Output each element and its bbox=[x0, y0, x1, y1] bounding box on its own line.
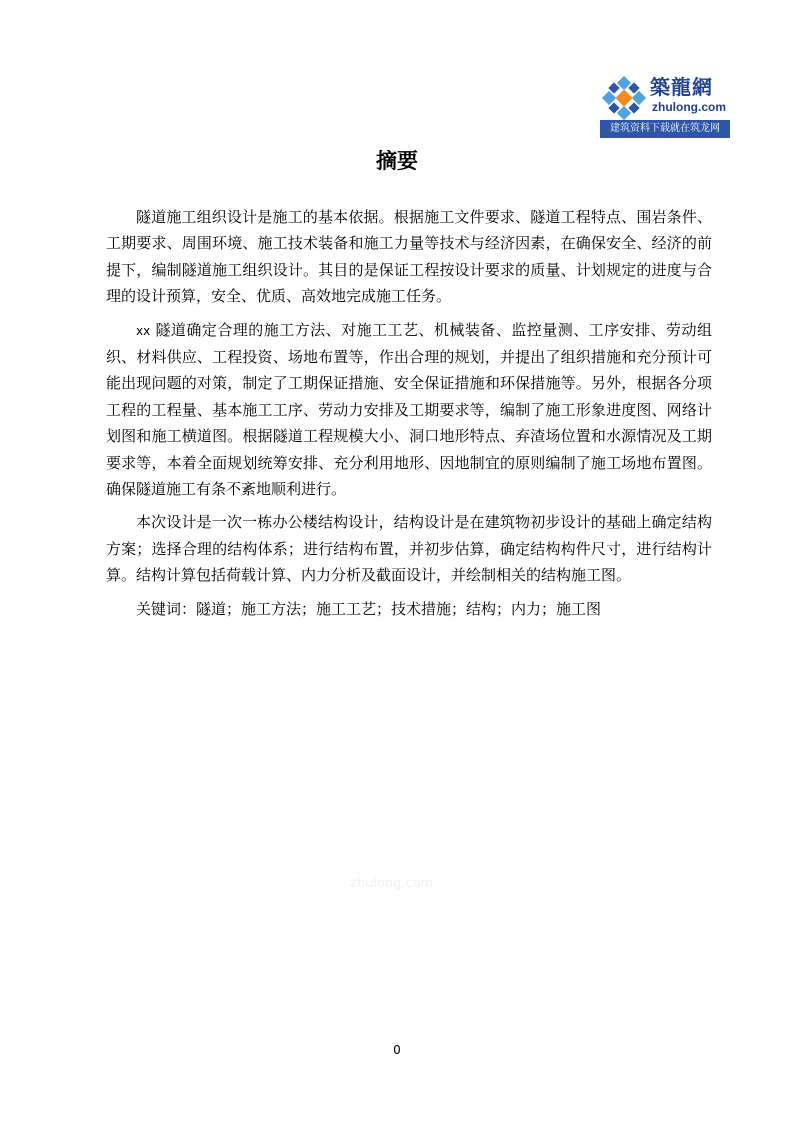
watermark: zhulong.com bbox=[350, 876, 434, 891]
zhulong-snowflake-icon bbox=[600, 74, 648, 122]
abstract-paragraph-2-text: 隧道确定合理的施工方法、对施工工艺、机械装备、监控量测、工序安排、劳动组织、材料供应、工程投资、场地布置等，作出合理的规划，并提出了组织措施和充分预计可能出现问题的对策，制定了工期保证措施、安全保证措施和环保措施等。另外，根据各分项工程的工程量、基本施工工序、劳动力安排及工期要求等，编制了施工形象进度图、网络计划图和施工横道图。根据隧道工程规模大小、洞口地形特点、弃渣场位置和水源情况及工期要求等，本着全面规划统筹安排、充分利用地形、因地制宜的原则编制了施工场地布置图。确保隧道施工有条不紊地顺利进行。 bbox=[106, 320, 712, 499]
logo-site: zhulong.com bbox=[652, 100, 726, 114]
logo-name-cn: 築龍網 bbox=[650, 75, 713, 99]
page-number: 0 bbox=[393, 1043, 401, 1057]
page-title: 摘要 bbox=[376, 149, 418, 173]
abstract-body bbox=[106, 204, 712, 622]
project-placeholder: xx bbox=[136, 323, 151, 338]
logo-slogan: 建筑资料下载就在筑龙网 bbox=[600, 120, 730, 138]
zhulong-logo bbox=[600, 72, 730, 138]
abstract-paragraph-2 bbox=[106, 317, 712, 503]
abstract-paragraph-1: 隧道施工组织设计是施工的基本依据。根据施工文件要求、隧道工程特点、围岩条件、工期要求、周围环境、施工技术装备和施工力量等技术与经济因素，在确保安全、经济的前提下，编制隧道施工组织设计。其目的是保证工程按设计要求的质量、计划规定的进度与合理的设计预算，安全、优质、高效地完成施工任务。 bbox=[106, 208, 712, 306]
abstract-paragraph-3: 本次设计是一次一栋办公楼结构设计，结构设计是在建筑物初步设计的基础上确定结构方案；选择合理的结构体系；进行结构布置，并初步估算，确定结构构件尺寸，进行结构计算。结构计算包括荷载计算、内力分析及截面设计，并绘制相关的结构施工图。 bbox=[106, 513, 712, 585]
keywords-line: 关键词：隧道；施工方法；施工工艺；技术措施；结构；内力；施工图 bbox=[136, 599, 602, 618]
